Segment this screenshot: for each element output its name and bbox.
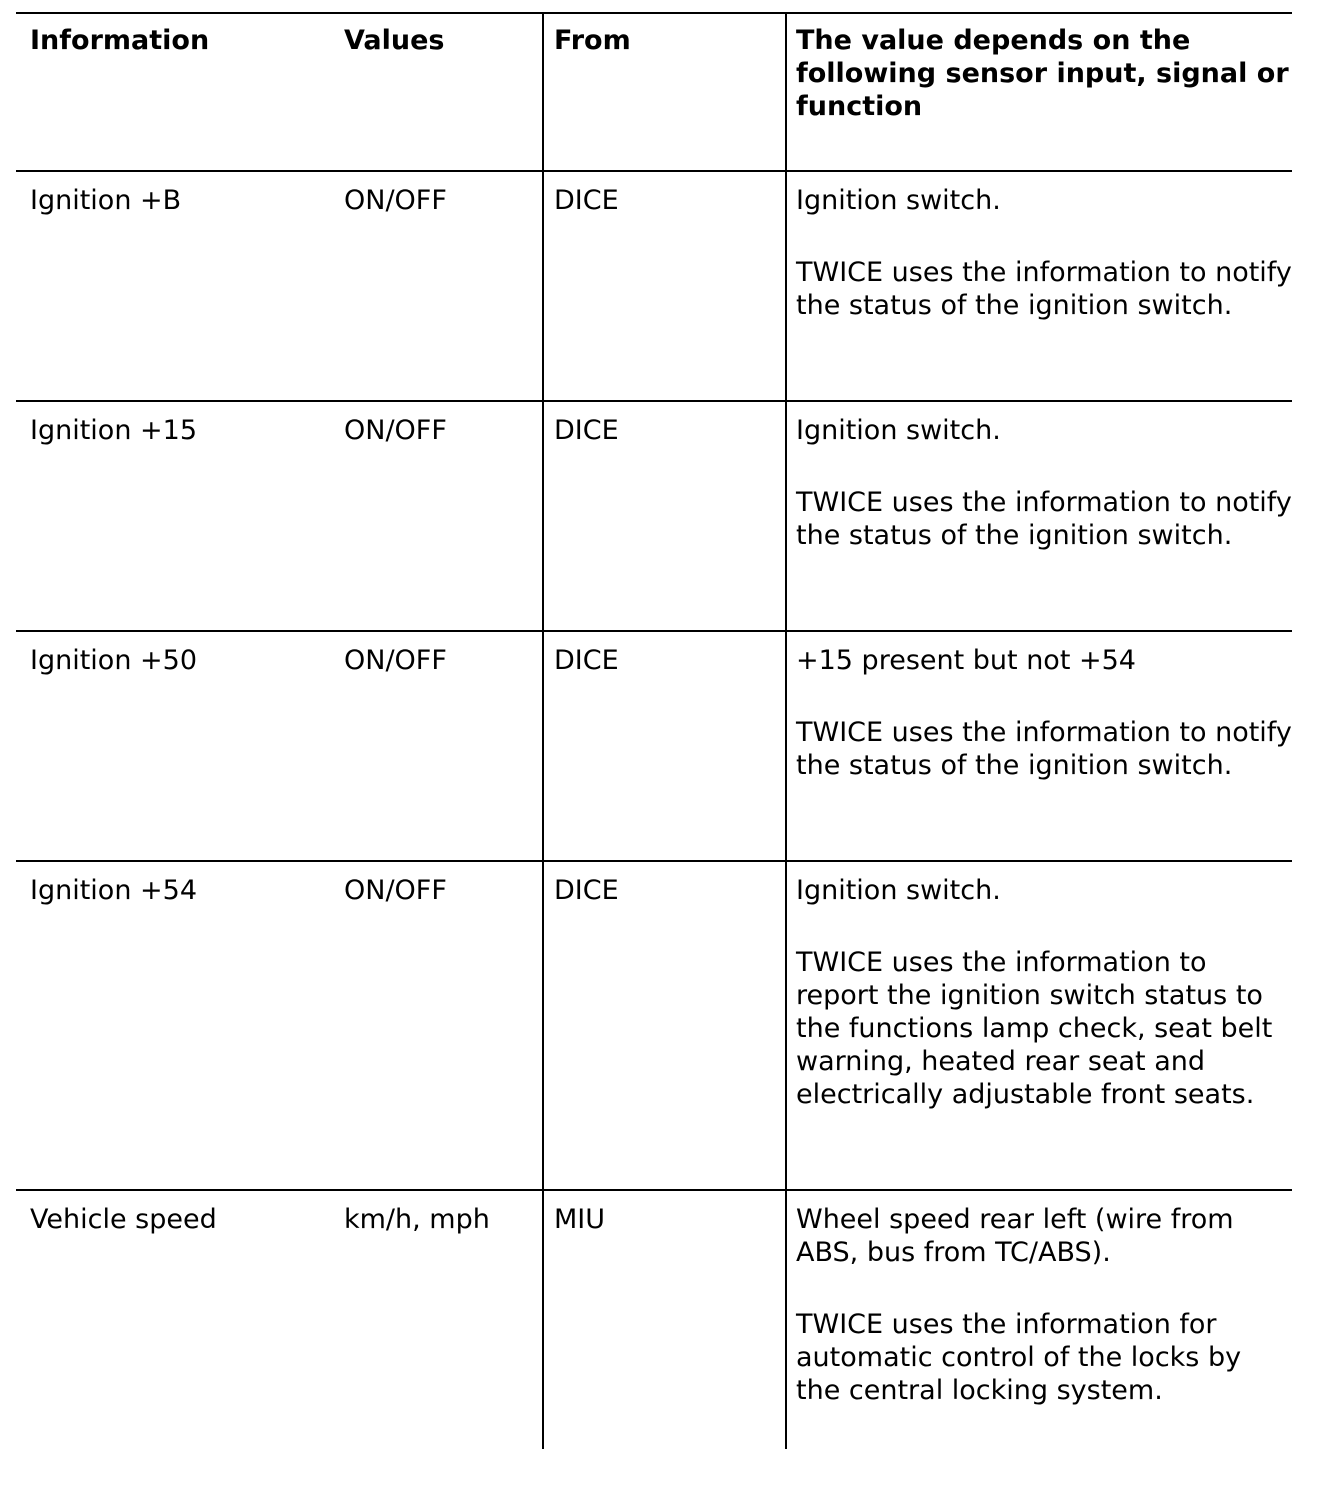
description-paragraph: Ignition switch. xyxy=(796,415,1001,446)
row-from: DICE xyxy=(542,172,785,400)
row-information: Ignition +B xyxy=(30,185,182,216)
row-description xyxy=(785,172,1292,400)
row-values: ON/OFF xyxy=(344,185,447,216)
row-from: MIU xyxy=(542,1191,785,1449)
header-values: Values xyxy=(344,25,445,56)
row-description xyxy=(785,1191,1292,1449)
description-paragraph: TWICE uses the information to report the ignition switch status to the functions lamp check, seat belt warning, heated rear seat and electrically adjustable front seats. xyxy=(796,947,1273,1110)
table-row xyxy=(16,860,1292,1189)
table-header-row xyxy=(16,12,1292,170)
table-row xyxy=(16,170,1292,400)
description-paragraph: +15 present but not +54 xyxy=(796,645,1136,676)
row-values: ON/OFF xyxy=(344,875,447,906)
row-from: DICE xyxy=(542,402,785,630)
description-paragraph: TWICE uses the information to notify the status of the ignition switch. xyxy=(796,257,1292,321)
row-from: DICE xyxy=(542,862,785,1189)
row-information: Ignition +15 xyxy=(30,415,197,446)
row-values: ON/OFF xyxy=(344,645,447,676)
header-description: The value depends on the following sensor input, signal or function xyxy=(785,14,1292,170)
header-from: From xyxy=(542,14,785,170)
table-row xyxy=(16,400,1292,630)
description-paragraph: Ignition switch. xyxy=(796,875,1001,906)
row-values: km/h, mph xyxy=(344,1204,490,1235)
description-paragraph: TWICE uses the information to notify the status of the ignition switch. xyxy=(796,717,1292,781)
header-information: Information xyxy=(30,25,210,56)
row-values: ON/OFF xyxy=(344,415,447,446)
description-paragraph: Wheel speed rear left (wire from ABS, bus from TC/ABS). xyxy=(796,1204,1234,1268)
signal-table xyxy=(16,12,1292,1449)
table-row xyxy=(16,630,1292,860)
table-row xyxy=(16,1189,1292,1449)
row-from: DICE xyxy=(542,632,785,860)
row-description xyxy=(785,862,1292,1189)
row-information: Vehicle speed xyxy=(30,1204,217,1235)
row-information: Ignition +50 xyxy=(30,645,197,676)
description-paragraph: TWICE uses the information to notify the status of the ignition switch. xyxy=(796,487,1292,551)
description-paragraph: Ignition switch. xyxy=(796,185,1001,216)
row-information: Ignition +54 xyxy=(30,875,197,906)
description-paragraph: TWICE uses the information for automatic control of the locks by the central locking system. xyxy=(796,1309,1242,1406)
row-description xyxy=(785,402,1292,630)
row-description xyxy=(785,632,1292,860)
